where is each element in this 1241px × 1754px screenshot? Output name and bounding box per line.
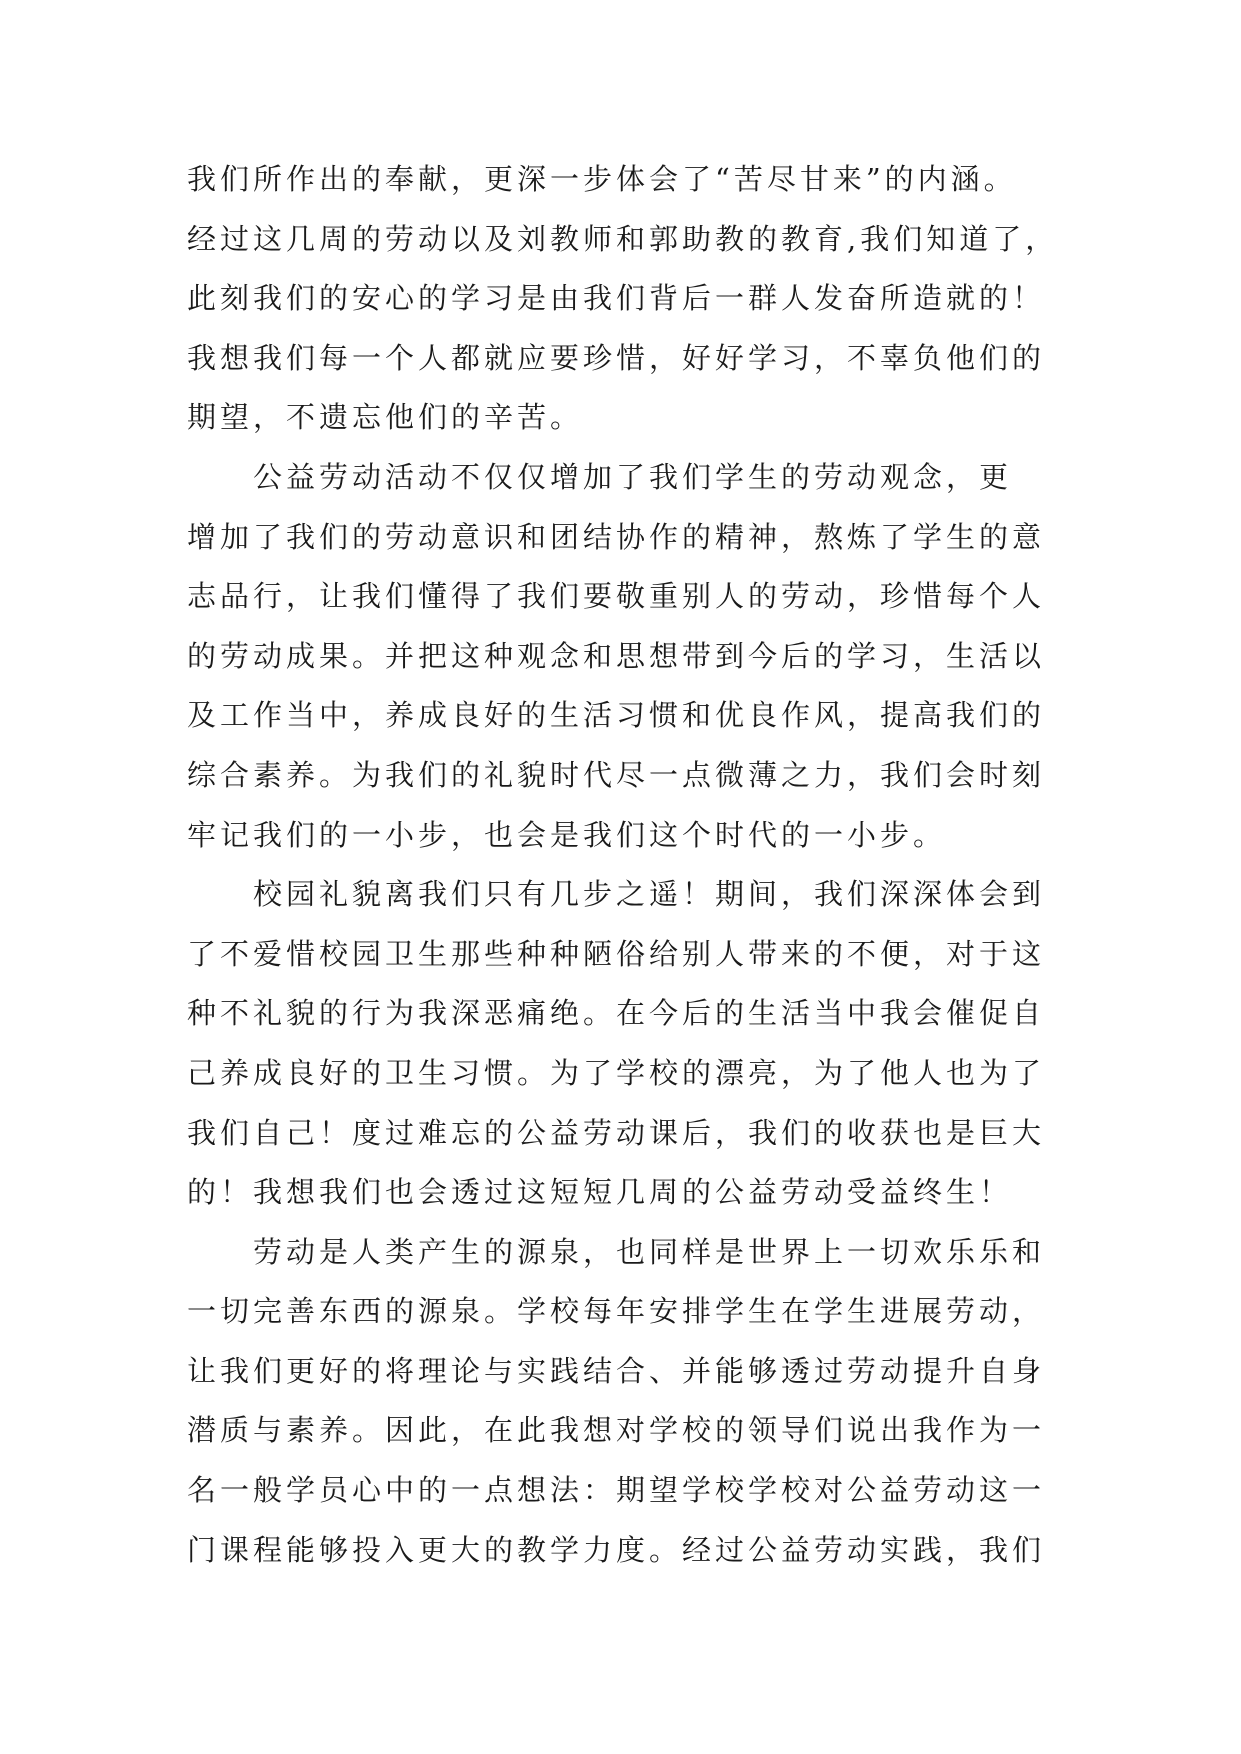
text-line: 增加了我们的劳动意识和团结协作的精神，熬炼了学生的意 [187,519,1046,554]
text-line: 我想我们每一个人都就应要珍惜，好好学习，不辜负他们的 [187,340,1046,375]
text-line: 门课程能够投入更大的教学力度。经过公益劳动实践，我们 [187,1532,1046,1567]
text-line: 一切完善东西的源泉。学校每年安排学生在学生进展劳动， [187,1294,1046,1329]
text-line: 综合素养。为我们的礼貌时代尽一点微薄之力，我们会时刻 [187,757,1046,792]
text-line: 己养成良好的卫生习惯。为了学校的漂亮，为了他人也为了 [187,1055,1046,1090]
text-line: 我们自己！度过难忘的公益劳动课后，我们的收获也是巨大 [187,1115,1046,1150]
document-body [187,150,1067,1580]
text-line: 经过这几周的劳动以及刘教师和郭助教的教育,我们知道了， [187,221,1059,256]
text-line: 了不爱惜校园卫生那些种种陋俗给别人带来的不便，对于这 [187,936,1046,971]
text-line: 及工作当中，养成良好的生活习惯和优良作风，提高我们的 [187,698,1046,733]
paragraph-start-line: 公益劳动活动不仅仅增加了我们学生的劳动观念，更 [187,459,1013,494]
text-line: 此刻我们的安心的学习是由我们背后一群人发奋所造就的！ [187,281,1046,316]
text-line: 名一般学员心中的一点想法：期望学校学校对公益劳动这一 [187,1473,1046,1508]
text-line: 志品行，让我们懂得了我们要敬重别人的劳动，珍惜每个人 [187,579,1046,614]
text-line: 期望，不遗忘他们的辛苦。 [187,400,584,435]
text-line: 让我们更好的将理论与实践结合、并能够透过劳动提升自身 [187,1353,1046,1388]
text-line: 的！我想我们也会透过这短短几周的公益劳动受益终生！ [187,1175,1013,1210]
text-line: 的劳动成果。并把这种观念和思想带到今后的学习，生活以 [187,638,1046,673]
text-line: 种不礼貌的行为我深恶痛绝。在今后的生活当中我会催促自 [187,996,1046,1031]
text-line: 潜质与素养。因此，在此我想对学校的领导们说出我作为一 [187,1413,1046,1448]
text-line: 牢记我们的一小步，也会是我们这个时代的一小步。 [187,817,947,852]
paragraph-start-line: 校园礼貌离我们只有几步之遥！期间，我们深深体会到 [187,877,1046,912]
text-line: 我们所作出的奉献，更深一步体会了“苦尽甘来”的内涵。 [187,162,1017,196]
paragraph-start-line: 劳动是人类产生的源泉，也同样是世界上一切欢乐乐和 [187,1234,1046,1269]
